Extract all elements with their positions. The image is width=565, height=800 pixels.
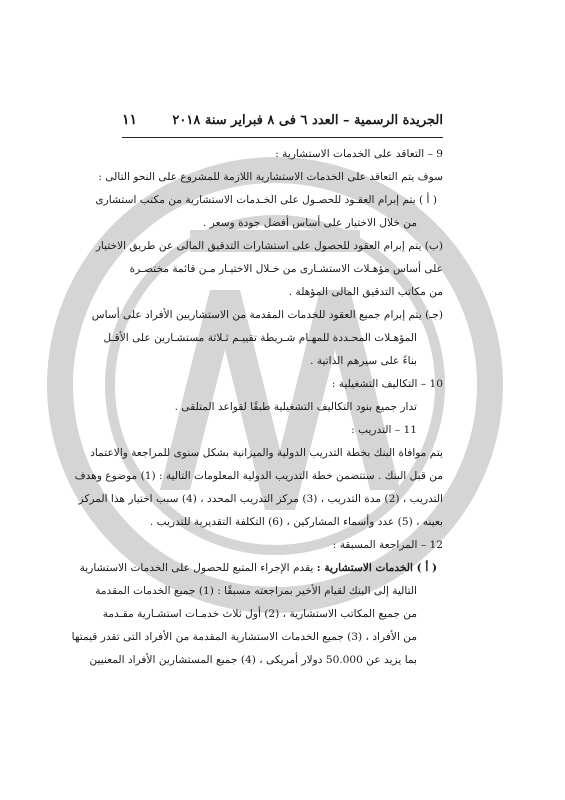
section-9-item-a-line: ( أ ) يتم إبرام العقـود للحصـول على الخـدمات الاستشارية من مكتب استشارى xyxy=(95,194,437,206)
section-9-intro: سوف يتم التعاقد على الخدمات الاستشارية اللازمة للمشروع على النحو التالى : xyxy=(98,171,443,183)
section-11-heading: 11 – التدريب : xyxy=(351,424,417,436)
section-12-item-a-text: يقدم الإجراء المتبع للحصول على الخدمات الاستشارية xyxy=(79,562,314,574)
section-11-text-line: يتم موافاة البنك بخطة التدريب الدولية والميزانية بشكل سنوى للمراجعة والاعتماد xyxy=(90,447,443,459)
header-rule xyxy=(122,137,443,138)
section-9-heading: 9 – التعاقد على الخدمات الاستشارية : xyxy=(275,148,443,160)
section-10-heading: 10 – التكاليف التشغيلية : xyxy=(331,378,443,390)
page-header xyxy=(122,112,443,128)
section-12-item-a-label: ( أ ) الخدمات الاستشارية : xyxy=(316,562,437,574)
section-9-item-c-line: بناءً على سيرهم الذاتية . xyxy=(310,355,417,367)
section-9-item-a-line: من خلال الاختيار على أساس أفضل جودة وسعر . xyxy=(203,217,417,229)
section-11-text-line: بعينه ، (5) عدد وأسماء المشاركين ، (6) التكلفة التقديرية للتدريب . xyxy=(149,516,443,528)
section-10-text: تدار جميع بنود التكاليف التشغيلية طبقًا لقواعد المتلقى . xyxy=(174,401,417,413)
section-9-item-c-line: المؤهـلات المحـددة للمهـام شـريطة تقييـم ثـلاثة مستشـارين على الأقـل xyxy=(103,332,417,344)
section-9-item-b-line: (ب) يتم إبرام العقود للحصول على استشارات التدقيق المالى عن طريق الاختيار xyxy=(95,240,443,252)
gazette-title: الجريدة الرسمية – العدد ٦ فى ٨ فبراير سنة ٢٠١٨ xyxy=(172,113,443,128)
section-12-item-a-line: التالية إلى البنك لقيام الأخير بمراجعته مسبقًا : (1) جميع الخدمات المقدمة xyxy=(95,585,417,597)
section-12-item-a-line: بما يزيد عن 50.000 دولار أمريكى ، (4) جميع المستشارين الأفراد المعنيين xyxy=(89,654,417,666)
section-9-item-b-line: على أساس مؤهـلات الاستشـارى من خـلال الاختيـار مـن قائمة مختصـرة xyxy=(129,263,443,275)
section-12-item-a-line xyxy=(79,557,443,580)
section-11-text-line: من قبل البنك . ستتضمن خطة التدريب الدولية المعلومات التالية : (1) موضوع وهدف xyxy=(74,470,443,482)
document-body xyxy=(71,143,443,672)
section-12-item-a-line: من جميع المكاتب الاستشارية ، (2) أول ثلاث خدمـات استشـارية مقـدمة xyxy=(102,608,417,620)
page-number: ١١ xyxy=(122,112,138,128)
section-12-heading: 12 – المراجعة المسبقة : xyxy=(332,539,443,551)
section-9-item-b-line: من مكاتب التدقيق المالى المؤهلة . xyxy=(288,286,443,298)
section-12-item-a-line: من الأفراد ، (3) جميع الخدمات الاستشارية المقدمة من الأفراد التى تقدر قيمتها xyxy=(71,631,417,643)
section-11-text-line: التدريب ، (2) مدة التدريب ، (3) مركز التدريب المحدد ، (4) سبب اختيار هذا المركز xyxy=(78,493,443,505)
section-9-item-c-line: (جـ) يتم إبرام جميع العقود للخدمات المقدمة من الاستشاريين الأفراد على أساس xyxy=(91,309,443,321)
